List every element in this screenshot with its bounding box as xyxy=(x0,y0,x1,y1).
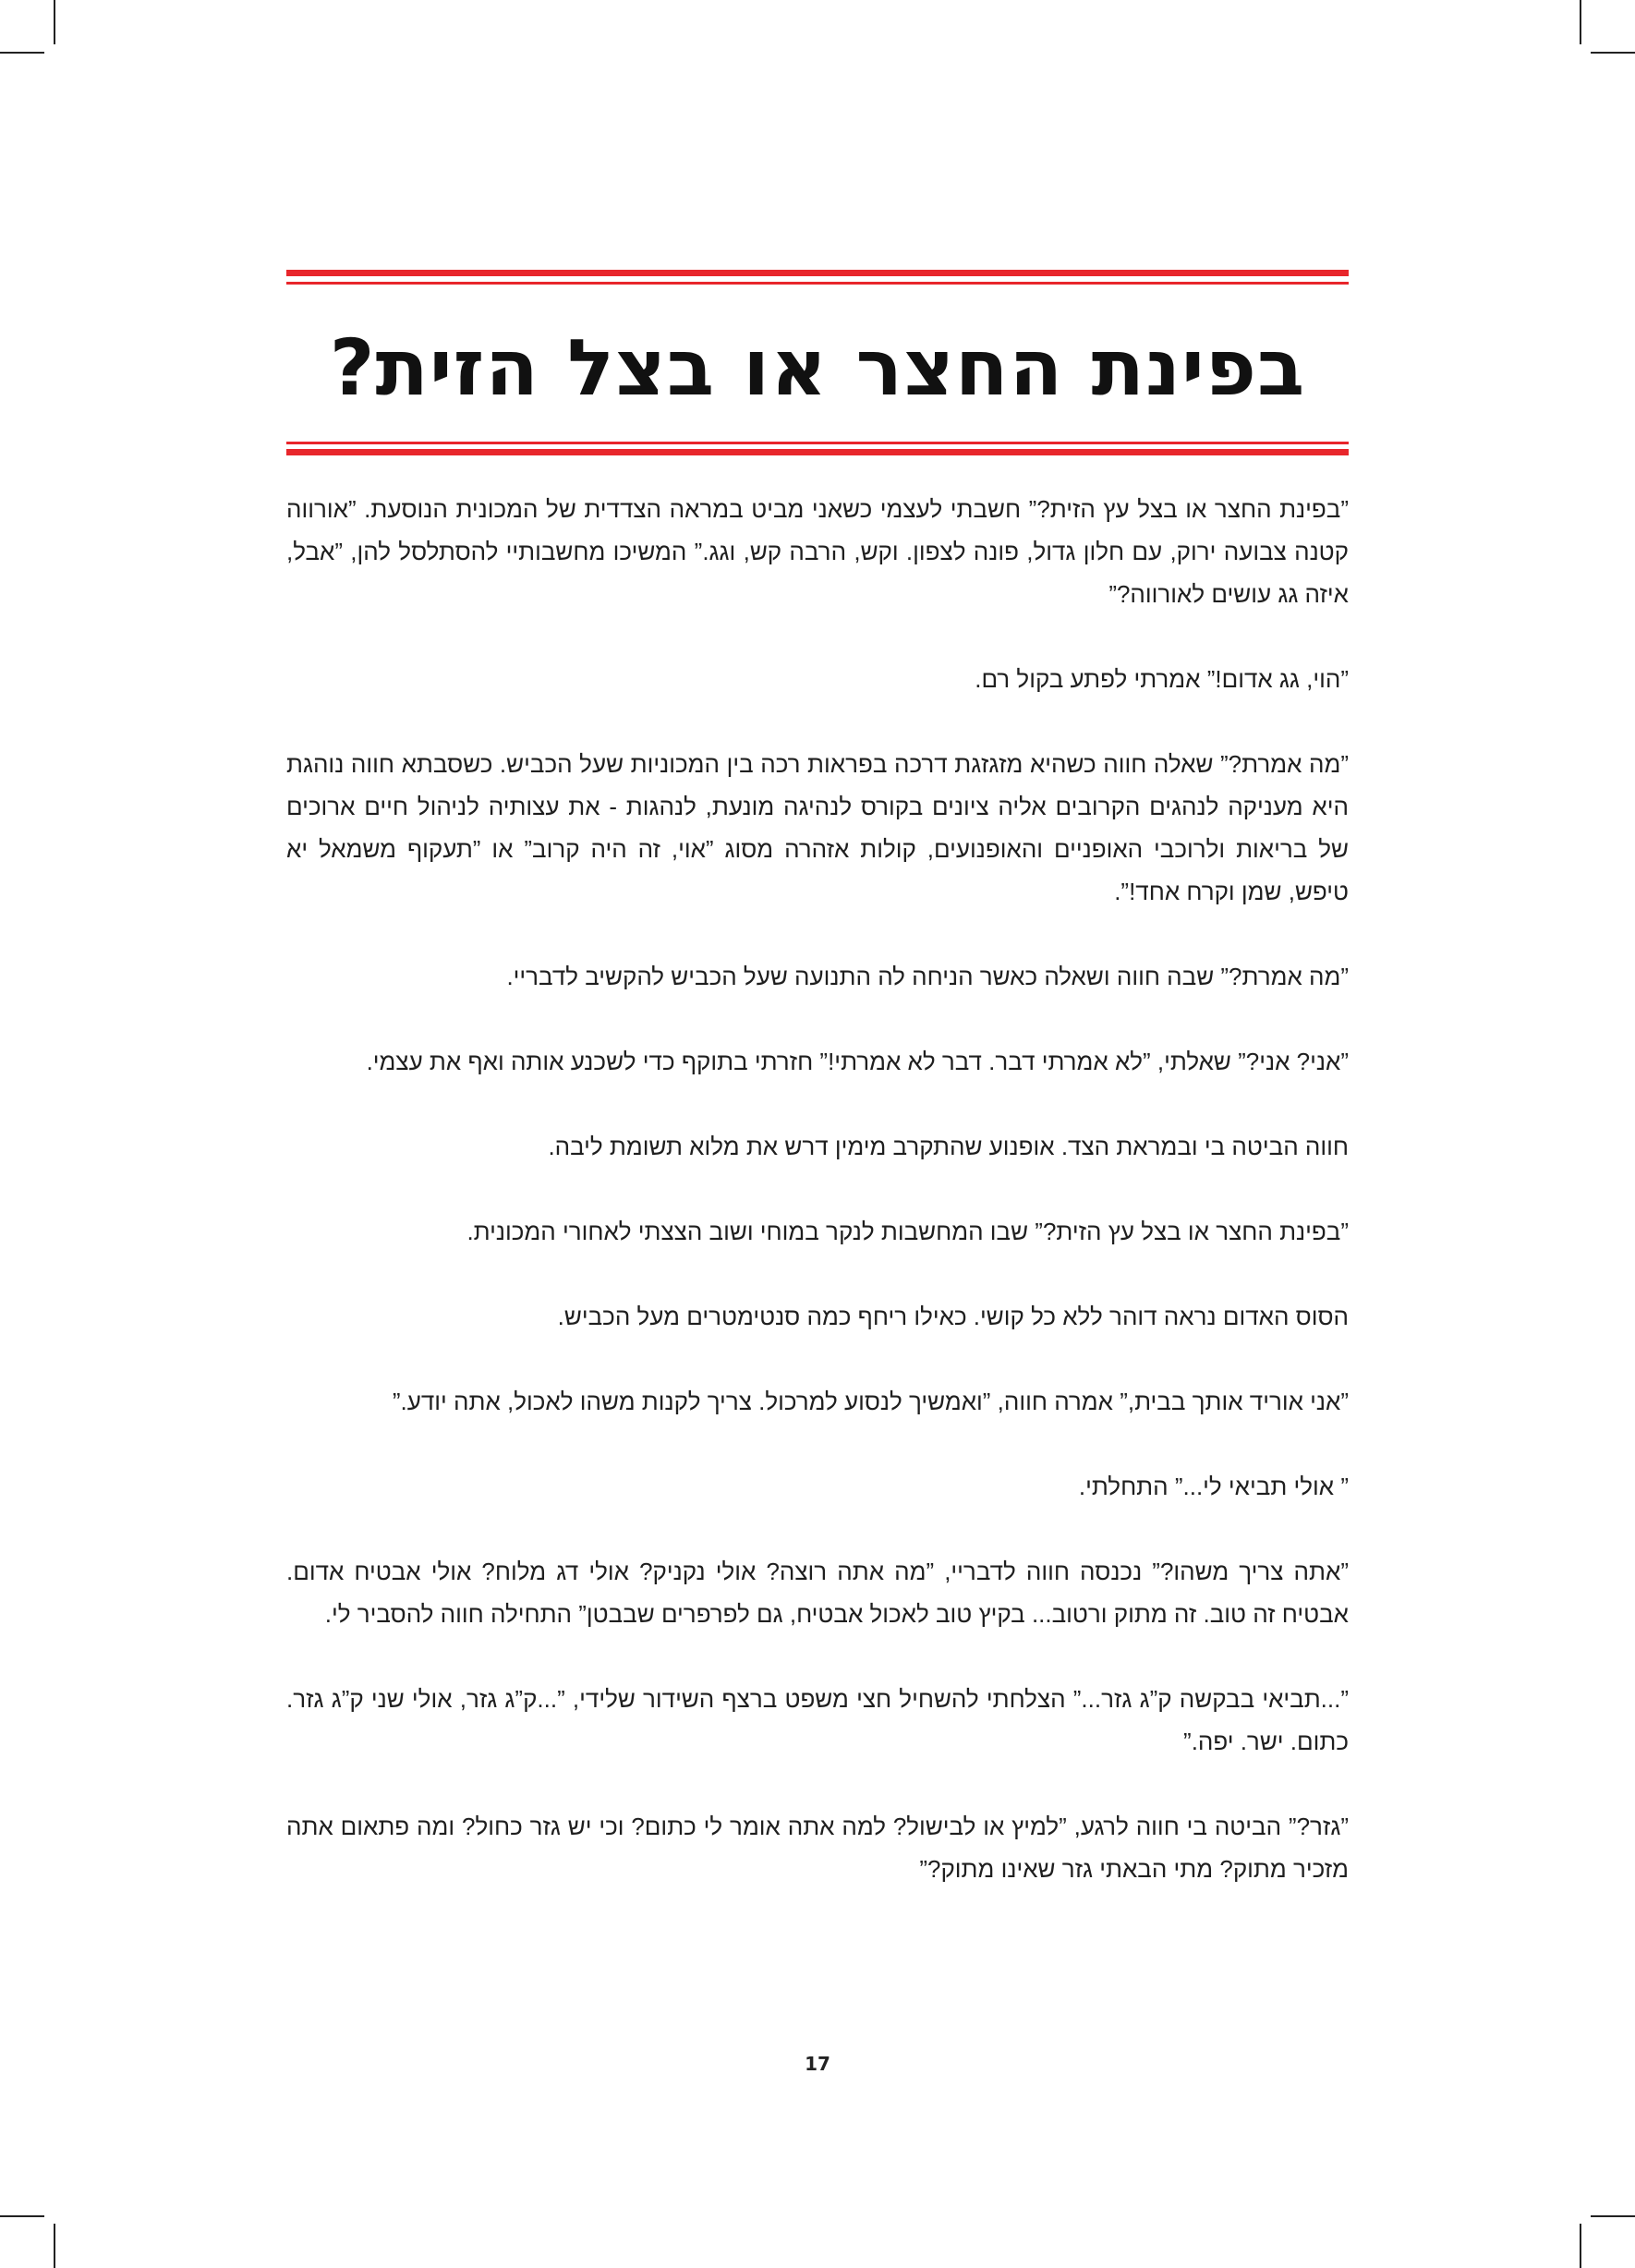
paragraph-4: ”מה אמרת?” שבה חווה ושאלה כאשר הניחה לה התנועה שעל הכביש להקשיב לדבריי. xyxy=(506,963,1349,990)
title-top-rule-thick xyxy=(286,270,1349,276)
page-number: 17 xyxy=(805,2053,830,2075)
title-top-rule xyxy=(286,270,1349,290)
paragraph-11: ”אתה צריך משהו?” נכנסה חווה לדבריי, ”מה אתה רוצה? אולי נקניק? אולי דג מלוח? אולי אבטיח אדום. אבטיח זה טוב. זה מתוק ורטוב... בקיץ טוב לאכול אבטיח, גם לפרפרים שבבטן” התחילה חווה להסביר לי. xyxy=(286,1558,1349,1628)
title-bottom-rule-thick xyxy=(286,449,1349,455)
title-top-rule-thin xyxy=(286,282,1349,285)
crop-mark-top-left-horizontal xyxy=(0,52,44,54)
crop-mark-top-right-horizontal xyxy=(1591,52,1635,54)
crop-mark-bottom-right-vertical xyxy=(1580,2224,1581,2268)
paragraph-13: ”גזר?” הביטה בי חווה לרגע, ”למיץ או לבישול? למה אתה אומר לי כתום? וכי יש גזר כחול? ומה פתאום אתה מזכיר מתוק? מתי הבאתי גזר שאינו מתוק?” xyxy=(286,1813,1349,1883)
paragraph-12: ”...תביאי בבקשה ק”ג גזר...” הצלחתי להשחיל חצי משפט ברצף השידור שלידי, ”...ק”ג גזר, אולי שני ק”ג גזר. כתום. ישר. יפה.” xyxy=(286,1685,1349,1755)
paragraph-7: ”בפינת החצר או בצל עץ הזית?” שבו המחשבות לנקר במוחי ושוב הצצתי לאחורי המכונית. xyxy=(466,1218,1349,1245)
crop-mark-bottom-right-horizontal xyxy=(1591,2215,1635,2217)
paragraph-6: חווה הביטה בי ובמראת הצד. אופנוע שהתקרב מימין דרש את מלוא תשומת ליבה. xyxy=(548,1133,1349,1160)
crop-mark-bottom-left-horizontal xyxy=(0,2215,44,2217)
crop-mark-top-right-vertical xyxy=(1580,0,1581,44)
paragraph-10: ” אולי תביאי לי...” התחלתי. xyxy=(1078,1473,1349,1500)
paragraph-5: ”אני? אני?” שאלתי, ”לא אמרתי דבר. דבר לא אמרתי!” חזרתי בתוקף כדי לשכנע אותה ואף את עצמי. xyxy=(366,1048,1349,1075)
title-bottom-rule xyxy=(286,442,1349,462)
paragraph-2: ”הוי, גג אדום!” אמרתי לפתע בקול רם. xyxy=(975,665,1349,693)
crop-mark-bottom-left-vertical xyxy=(54,2224,55,2268)
chapter-title-block xyxy=(286,270,1349,462)
paragraph-8: הסוס האדום נראה דוהר ללא כל קושי. כאילו ריחף כמה סנטימטרים מעל הכביש. xyxy=(557,1303,1349,1330)
paragraph-9: ”אני אוריד אותך בבית,” אמרה חווה, ”ואמשיך לנסוע למרכול. צריך לקנות משהו לאכול, אתה יודע.” xyxy=(392,1388,1349,1415)
chapter-title: בפינת החצר או בצל הזית? xyxy=(329,322,1306,413)
chapter-body xyxy=(286,488,1349,1933)
paragraph-1: ”בפינת החצר או בצל עץ הזית?” חשבתי לעצמי כשאני מביט במראה הצדדית של המכונית הנוסעת. ”אורווה קטנה צבועה ירוק, עם חלון גדול, פונה לצפון. וקש, הרבה קש, וגג.” המשיכו מחשבותיי להסתלסל להן, ”אבל, איזה גג עושים לאורווה?” xyxy=(286,495,1349,608)
title-bottom-rule-thin xyxy=(286,442,1349,444)
paragraph-3: ”מה אמרת?” שאלה חווה כשהיא מזגזגת דרכה בפראות רכה בין המכוניות שעל הכביש. כשסבתא חווה נוהגת היא מעניקה לנהגים הקרובים אליה ציונים בקורס לנהיגה מונעת, לנהגות - את עצותיה לניהול חיים ארוכים של בריאות ולרוכבי האופניים והאופנועים, קולות אזהרה מסוג ”אוי, זה היה קרוב” או ”תעקוף משמאל יא טיפש, שמן וקרח אחד!”. xyxy=(286,750,1349,905)
crop-mark-top-left-vertical xyxy=(54,0,55,44)
